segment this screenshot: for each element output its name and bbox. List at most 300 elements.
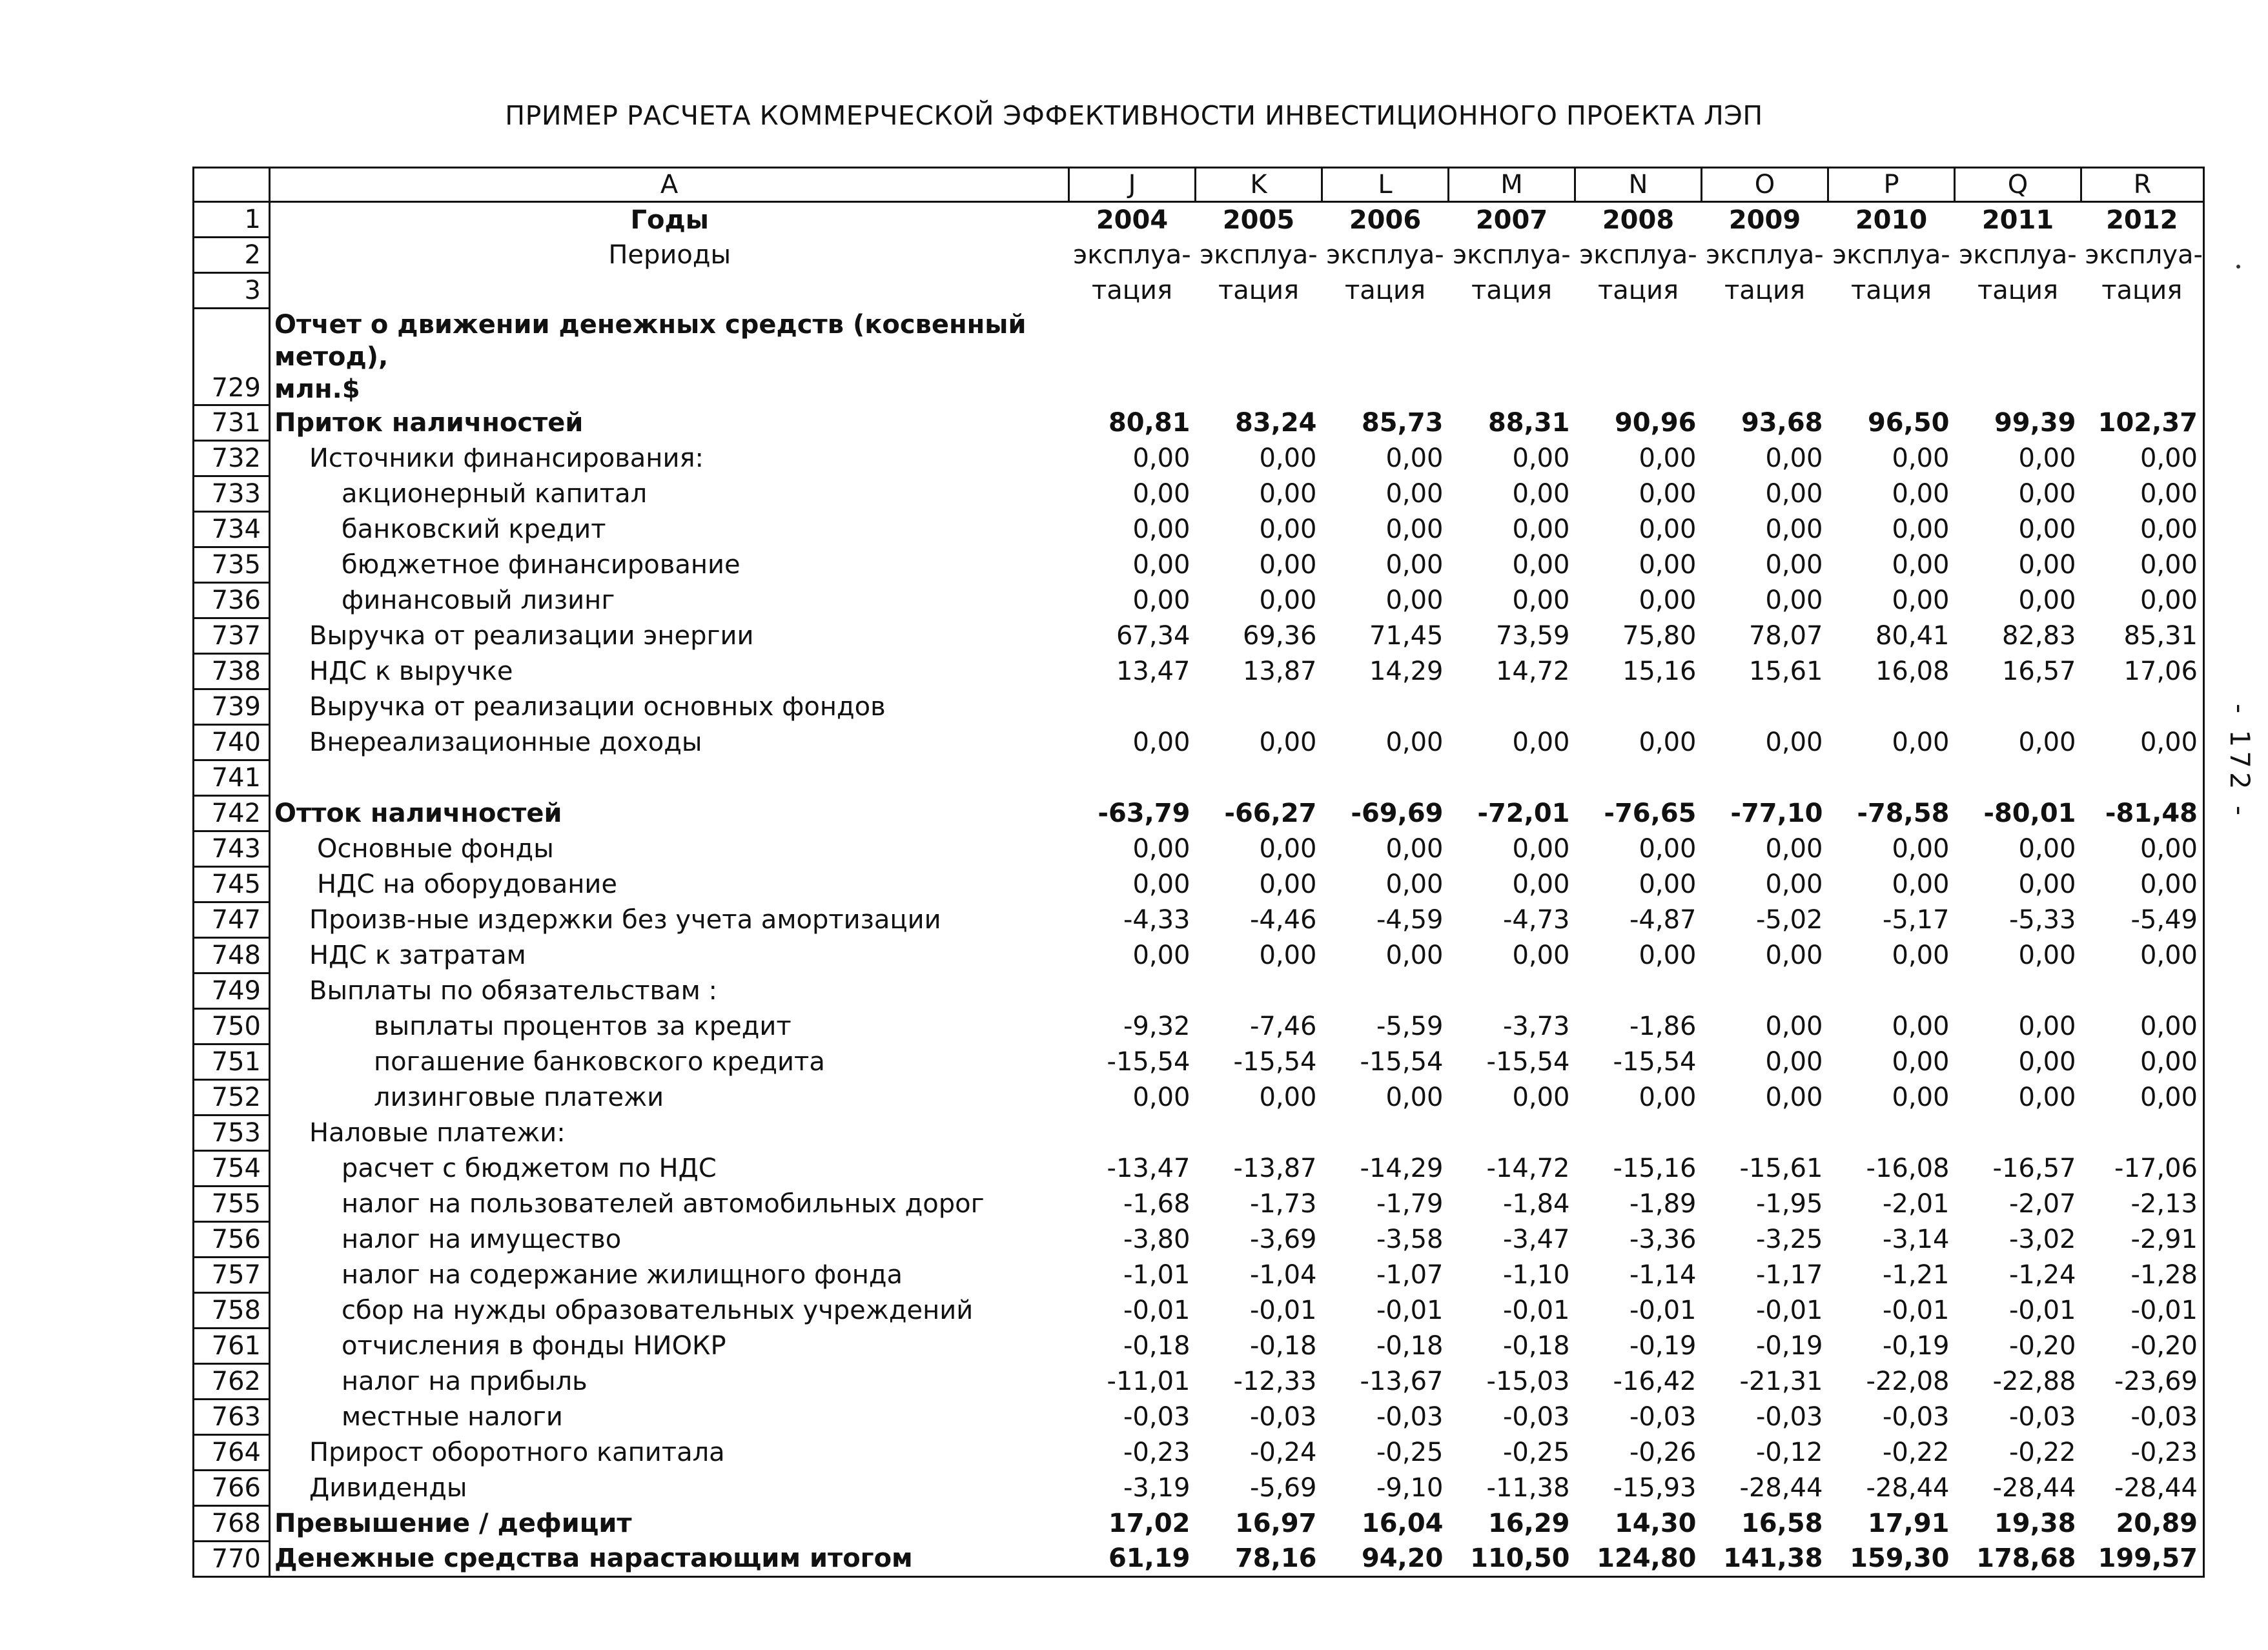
value-cell: -0,03 [2009, 1402, 2076, 1432]
row-label: Отчет о движении денежных средств (косвенный метод), млн.$ [270, 309, 1069, 405]
value-cell: 73,59 [1495, 621, 1570, 651]
value-cell: -28,44 [2081, 1471, 2204, 1506]
row-label: Наловые платежи: [270, 1115, 1069, 1151]
value-cell: 0,00 [2018, 1083, 2076, 1112]
row-label: налог на прибыль [270, 1364, 1069, 1400]
row-label: местные налоги [270, 1400, 1069, 1435]
value-cell: 0,00 [1639, 514, 1697, 544]
value-cell: 0,00 [1639, 941, 1697, 970]
row-label: Превышение / дефицит [270, 1506, 1069, 1542]
value-cell: 16,29 [1487, 1509, 1570, 1538]
value-cell: -0,19 [1756, 1331, 1823, 1361]
value-cell: 0,00 [1892, 728, 1950, 757]
column-letter: P [1828, 168, 1955, 202]
value-cell: 0,00 [2081, 476, 2204, 512]
value-cell: 0,00 [2018, 1012, 2076, 1041]
row-label: Отток наличностей [270, 796, 1069, 831]
value-cell: -9,10 [1376, 1473, 1444, 1503]
period-cell: эксплуа- [1579, 240, 1697, 270]
period-cell: эксплуа- [1453, 240, 1571, 270]
value-cell [1702, 760, 1828, 796]
row-label [270, 760, 1069, 796]
value-cell [1575, 309, 1702, 405]
value-cell: -4,73 [1503, 905, 1570, 935]
value-cell: 0,00 [1259, 586, 1317, 615]
value-cell: -15,54 [1107, 1047, 1190, 1077]
value-cell [1322, 689, 1449, 725]
value-cell: 0,00 [1639, 550, 1697, 580]
value-cell [1196, 1115, 1322, 1151]
value-cell: -2,91 [2081, 1222, 2204, 1258]
value-cell: 0,00 [1259, 728, 1317, 757]
value-cell: -1,01 [1123, 1260, 1190, 1290]
value-cell [1196, 309, 1322, 405]
table-row [194, 405, 2204, 441]
value-cell: 110,50 [1449, 1542, 1575, 1577]
value-cell: -0,01 [1756, 1296, 1823, 1325]
row-number: 741 [194, 760, 270, 796]
row-label: акционерный капитал [270, 476, 1069, 512]
value-cell: -78,58 [1857, 799, 1950, 828]
value-cell: 0,00 [1385, 834, 1444, 864]
year-cell: 2012 [2081, 202, 2204, 238]
table-row [194, 831, 2204, 867]
value-cell: 0,00 [1639, 443, 1697, 473]
table-row [194, 760, 2204, 796]
value-cell: 14,30 [1614, 1509, 1697, 1538]
value-cell: -0,20 [2081, 1329, 2204, 1364]
value-cell: 0,00 [1385, 550, 1444, 580]
row-number: 756 [194, 1222, 270, 1258]
period-cell: тация [1471, 276, 1553, 305]
value-cell: -12,33 [1233, 1367, 1317, 1396]
value-cell: 88,31 [1487, 408, 1570, 438]
table-row [194, 1258, 2204, 1293]
value-cell: 0,00 [1385, 479, 1444, 509]
period-cell: эксплуа- [1073, 240, 1191, 270]
value-cell: -2,07 [2009, 1189, 2076, 1219]
value-cell: -9,32 [1123, 1012, 1190, 1041]
value-cell: 13,87 [1242, 657, 1317, 686]
table-row [194, 654, 2204, 689]
value-cell: 0,00 [1892, 550, 1950, 580]
row-label: сбор на нужды образовательных учреждений [270, 1293, 1069, 1329]
value-cell: 0,00 [1639, 870, 1697, 899]
year-cell: 2008 [1602, 205, 1675, 235]
value-cell: 16,08 [1875, 657, 1950, 686]
year-cell: 2009 [1728, 205, 1801, 235]
value-cell: 0,00 [1512, 443, 1570, 473]
value-cell: -14,72 [1486, 1154, 1570, 1183]
value-cell [1955, 973, 2081, 1009]
value-cell: -5,59 [1376, 1012, 1444, 1041]
table-row [194, 1471, 2204, 1506]
value-cell: -0,01 [1503, 1296, 1570, 1325]
value-cell [1069, 1115, 1196, 1151]
value-cell: -1,17 [1756, 1260, 1823, 1290]
value-cell: 0,00 [1385, 514, 1444, 544]
table-row [194, 1009, 2204, 1044]
value-cell: -1,24 [2009, 1260, 2076, 1290]
table-row [194, 938, 2204, 973]
value-cell: 0,00 [1259, 834, 1317, 864]
row-number: 749 [194, 973, 270, 1009]
value-cell: -13,47 [1107, 1154, 1190, 1183]
cash-flow-table [192, 167, 2205, 1578]
table-row [194, 796, 2204, 831]
years-row [194, 202, 2204, 238]
value-cell [1322, 1115, 1449, 1151]
value-cell: 0,00 [2081, 441, 2204, 476]
value-cell: 85,73 [1361, 408, 1444, 438]
value-cell: 0,00 [1385, 443, 1444, 473]
value-cell: 14,29 [1369, 657, 1444, 686]
value-cell: 0,00 [1765, 728, 1823, 757]
value-cell: 0,00 [2018, 586, 2076, 615]
value-cell: 0,00 [1385, 941, 1444, 970]
table-row [194, 902, 2204, 938]
value-cell: -1,89 [1629, 1189, 1697, 1219]
value-cell: 0,00 [1132, 728, 1190, 757]
periods-row [194, 238, 2204, 273]
value-cell: 0,00 [1765, 550, 1823, 580]
value-cell: -15,61 [1739, 1154, 1823, 1183]
period-cell: эксплуа- [1326, 240, 1444, 270]
value-cell: 0,00 [1259, 514, 1317, 544]
value-cell: -1,68 [1123, 1189, 1190, 1219]
row-number: 766 [194, 1471, 270, 1506]
value-cell: 20,89 [2081, 1506, 2204, 1542]
value-cell: 0,00 [1892, 941, 1950, 970]
value-cell: 0,00 [2081, 938, 2204, 973]
value-cell: -69,69 [1351, 799, 1444, 828]
value-cell: -0,01 [2081, 1293, 2204, 1329]
period-cell: тация [1850, 276, 1932, 305]
row-label: Источники финансирования: [270, 441, 1069, 476]
value-cell: 178,68 [1955, 1542, 2081, 1577]
value-cell: -4,87 [1629, 905, 1697, 935]
value-cell: -15,54 [1613, 1047, 1697, 1077]
value-cell: -3,14 [1883, 1225, 1950, 1254]
row-number: 734 [194, 512, 270, 547]
value-cell: -0,01 [1883, 1296, 1950, 1325]
value-cell: -0,25 [1376, 1438, 1444, 1467]
value-cell: 19,38 [1994, 1509, 2076, 1538]
value-cell: -1,14 [1629, 1260, 1697, 1290]
row-number: 763 [194, 1400, 270, 1435]
value-cell [1069, 973, 1196, 1009]
value-cell: 0,00 [1765, 870, 1823, 899]
row-number: 747 [194, 902, 270, 938]
value-cell [2081, 689, 2204, 725]
value-cell: 71,45 [1369, 621, 1444, 651]
row-number: 764 [194, 1435, 270, 1471]
value-cell [1069, 689, 1196, 725]
value-cell [1702, 1115, 1828, 1151]
value-cell: -0,19 [1883, 1331, 1950, 1361]
year-cell: 2005 [1222, 205, 1295, 235]
value-cell: 0,00 [2081, 583, 2204, 618]
value-cell: 0,00 [1385, 586, 1444, 615]
value-cell: 0,00 [1132, 834, 1190, 864]
value-cell [1575, 760, 1702, 796]
value-cell: 61,19 [1069, 1542, 1196, 1577]
year-cell: 2006 [1349, 205, 1422, 235]
row-number: 753 [194, 1115, 270, 1151]
value-cell [1702, 309, 1828, 405]
page-title: ПРИМЕР РАСЧЕТА КОММЕРЧЕСКОЙ ЭФФЕКТИВНОСТИ ИНВЕСТИЦИОННОГО ПРОЕКТА ЛЭП [505, 100, 1763, 131]
value-cell: -7,46 [1250, 1012, 1317, 1041]
value-cell: -3,02 [2009, 1225, 2076, 1254]
column-letter: A [270, 168, 1069, 202]
value-cell [1575, 1115, 1702, 1151]
value-cell: 0,00 [1765, 586, 1823, 615]
value-cell: 0,00 [1259, 443, 1317, 473]
table-row [194, 1329, 2204, 1364]
table-row [194, 583, 2204, 618]
table-row [194, 1364, 2204, 1400]
value-cell [1702, 973, 1828, 1009]
value-cell: 15,61 [1748, 657, 1823, 686]
value-cell: -3,25 [1756, 1225, 1823, 1254]
value-cell: 0,00 [1259, 479, 1317, 509]
value-cell: -28,44 [1992, 1473, 2076, 1503]
period-cell: эксплуа- [2081, 238, 2204, 273]
row-number: 758 [194, 1293, 270, 1329]
table-row [194, 441, 2204, 476]
value-cell: 0,00 [2081, 547, 2204, 583]
period-cell: тация [1344, 276, 1426, 305]
year-cell: 2007 [1475, 205, 1548, 235]
value-cell: -0,03 [1250, 1402, 1317, 1432]
value-cell: -5,49 [2081, 902, 2204, 938]
value-cell: 93,68 [1741, 408, 1823, 438]
table-row [194, 1435, 2204, 1471]
value-cell: 82,83 [2001, 621, 2076, 651]
value-cell: -0,01 [1376, 1296, 1444, 1325]
row-label: бюджетное финансирование [270, 547, 1069, 583]
value-cell: 0,00 [2018, 728, 2076, 757]
value-cell: -0,12 [1756, 1438, 1823, 1467]
value-cell: 0,00 [1385, 870, 1444, 899]
row-number: 770 [194, 1542, 270, 1577]
value-cell [1322, 760, 1449, 796]
table-row [194, 1542, 2204, 1577]
empty-label [270, 273, 1069, 309]
row-number: 748 [194, 938, 270, 973]
value-cell: -3,47 [1503, 1225, 1570, 1254]
table-row [194, 1044, 2204, 1080]
value-cell: -0,18 [1123, 1331, 1190, 1361]
value-cell: -0,03 [2081, 1400, 2204, 1435]
value-cell: -1,95 [1756, 1189, 1823, 1219]
value-cell: -0,03 [1123, 1402, 1190, 1432]
value-cell: -13,87 [1233, 1154, 1317, 1183]
value-cell [2081, 760, 2204, 796]
value-cell: -22,08 [1866, 1367, 1950, 1396]
value-cell [1955, 760, 2081, 796]
value-cell: 0,00 [2018, 1047, 2076, 1077]
table-row [194, 689, 2204, 725]
row-number: 752 [194, 1080, 270, 1115]
value-cell [1955, 309, 2081, 405]
period-cell: тация [1091, 276, 1173, 305]
value-cell: -77,10 [1730, 799, 1823, 828]
value-cell: -5,69 [1250, 1473, 1317, 1503]
row-number: 733 [194, 476, 270, 512]
row-label: налог на содержание жилищного фонда [270, 1258, 1069, 1293]
row-number: 743 [194, 831, 270, 867]
value-cell: 0,00 [1512, 941, 1570, 970]
value-cell: 0,00 [1639, 479, 1697, 509]
value-cell [1322, 973, 1449, 1009]
value-cell: 78,07 [1748, 621, 1823, 651]
table-row [194, 867, 2204, 902]
value-cell: -0,03 [1756, 1402, 1823, 1432]
column-letter: N [1575, 168, 1702, 202]
value-cell [1828, 760, 1955, 796]
value-cell: 90,96 [1614, 408, 1697, 438]
row-number: 762 [194, 1364, 270, 1400]
value-cell: 0,00 [1765, 443, 1823, 473]
value-cell: -14,29 [1360, 1154, 1444, 1183]
value-cell: 67,34 [1116, 621, 1190, 651]
value-cell: -3,19 [1123, 1473, 1190, 1503]
value-cell: 0,00 [1639, 1083, 1697, 1112]
value-cell: -1,10 [1503, 1260, 1570, 1290]
value-cell: -15,54 [1233, 1047, 1317, 1077]
column-letter: R [2081, 168, 2204, 202]
value-cell: -13,67 [1360, 1367, 1444, 1396]
value-cell: 0,00 [1892, 443, 1950, 473]
table-row [194, 618, 2204, 654]
value-cell: -11,01 [1107, 1367, 1190, 1396]
row-number: 732 [194, 441, 270, 476]
row-number: 3 [194, 273, 270, 309]
table-row [194, 309, 2204, 405]
value-cell: 0,00 [1765, 941, 1823, 970]
row-label: налог на имущество [270, 1222, 1069, 1258]
value-cell: -0,26 [1629, 1438, 1697, 1467]
value-cell: -81,48 [2081, 796, 2204, 831]
value-cell: -15,03 [1486, 1367, 1570, 1396]
value-cell: 0,00 [1639, 586, 1697, 615]
period-cell: эксплуа- [1200, 240, 1318, 270]
row-label: Внереализационные доходы [270, 725, 1069, 760]
value-cell: 16,57 [2001, 657, 2076, 686]
row-number: 1 [194, 202, 270, 238]
value-cell: 0,00 [1132, 941, 1190, 970]
table-row [194, 512, 2204, 547]
column-letter: K [1196, 168, 1322, 202]
value-cell: -28,44 [1739, 1473, 1823, 1503]
year-cell: 2004 [1096, 205, 1169, 235]
row-number: 768 [194, 1506, 270, 1542]
row-label: Выручка от реализации энергии [270, 618, 1069, 654]
period-cell: эксплуа- [1959, 240, 2077, 270]
row-number: 751 [194, 1044, 270, 1080]
value-cell: 102,37 [2081, 405, 2204, 441]
row-number: 731 [194, 405, 270, 441]
value-cell: 17,06 [2081, 654, 2204, 689]
value-cell: -23,69 [2081, 1364, 2204, 1400]
value-cell: 96,50 [1867, 408, 1950, 438]
value-cell: 0,00 [1639, 834, 1697, 864]
value-cell: -72,01 [1477, 799, 1570, 828]
value-cell: -3,36 [1629, 1225, 1697, 1254]
value-cell: 0,00 [1512, 550, 1570, 580]
value-cell: -15,93 [1613, 1473, 1697, 1503]
row-number: 729 [194, 309, 270, 405]
value-cell: 99,39 [1994, 408, 2076, 438]
value-cell [2081, 1115, 2204, 1151]
row-label: НДС к выручке [270, 654, 1069, 689]
column-letter: L [1322, 168, 1449, 202]
value-cell: 15,16 [1622, 657, 1697, 686]
value-cell: 17,02 [1108, 1509, 1190, 1538]
value-cell: 0,00 [1385, 1083, 1444, 1112]
value-cell: 0,00 [1512, 834, 1570, 864]
value-cell: -0,03 [1376, 1402, 1444, 1432]
row-number: 737 [194, 618, 270, 654]
value-cell [1575, 689, 1702, 725]
row-label: НДС на оборудование [270, 867, 1069, 902]
value-cell [1955, 689, 2081, 725]
value-cell: 199,57 [2081, 1542, 2204, 1577]
value-cell: -0,23 [2081, 1435, 2204, 1471]
value-cell: 80,81 [1108, 408, 1190, 438]
row-number: 742 [194, 796, 270, 831]
value-cell: 0,00 [1259, 1083, 1317, 1112]
value-cell: -1,07 [1376, 1260, 1444, 1290]
value-cell: 0,00 [1765, 1083, 1823, 1112]
corner-cell [194, 168, 270, 202]
years-label: Годы [270, 202, 1069, 238]
value-cell: 0,00 [1385, 728, 1444, 757]
value-cell: -5,33 [2009, 905, 2076, 935]
value-cell: 0,00 [2018, 479, 2076, 509]
value-cell: 0,00 [1892, 1083, 1950, 1112]
row-label: отчисления в фонды НИОКР [270, 1329, 1069, 1364]
value-cell [1955, 1115, 2081, 1151]
table-row [194, 1115, 2204, 1151]
row-label: Прирост оборотного капитала [270, 1435, 1069, 1471]
value-cell: -22,88 [1992, 1367, 2076, 1396]
value-cell: 0,00 [1765, 479, 1823, 509]
value-cell: 0,00 [1132, 1083, 1190, 1112]
value-cell: -1,04 [1250, 1260, 1317, 1290]
year-cell: 2010 [1855, 205, 1928, 235]
value-cell [1828, 689, 1955, 725]
value-cell [2081, 973, 2204, 1009]
value-cell: 0,00 [1132, 514, 1190, 544]
value-cell: -0,01 [1250, 1296, 1317, 1325]
value-cell: -2,13 [2081, 1187, 2204, 1222]
value-cell: 0,00 [1892, 834, 1950, 864]
scan-speck [2236, 265, 2240, 269]
value-cell: -0,01 [1123, 1296, 1190, 1325]
value-cell: -0,25 [1503, 1438, 1570, 1467]
value-cell: 0,00 [1259, 870, 1317, 899]
value-cell: -3,80 [1123, 1225, 1190, 1254]
row-number: 754 [194, 1151, 270, 1187]
value-cell: 0,00 [2081, 512, 2204, 547]
row-number: 739 [194, 689, 270, 725]
value-cell: 0,00 [2081, 1080, 2204, 1115]
value-cell: -16,42 [1613, 1367, 1697, 1396]
value-cell: 0,00 [2081, 1009, 2204, 1044]
value-cell: -16,08 [1866, 1154, 1950, 1183]
